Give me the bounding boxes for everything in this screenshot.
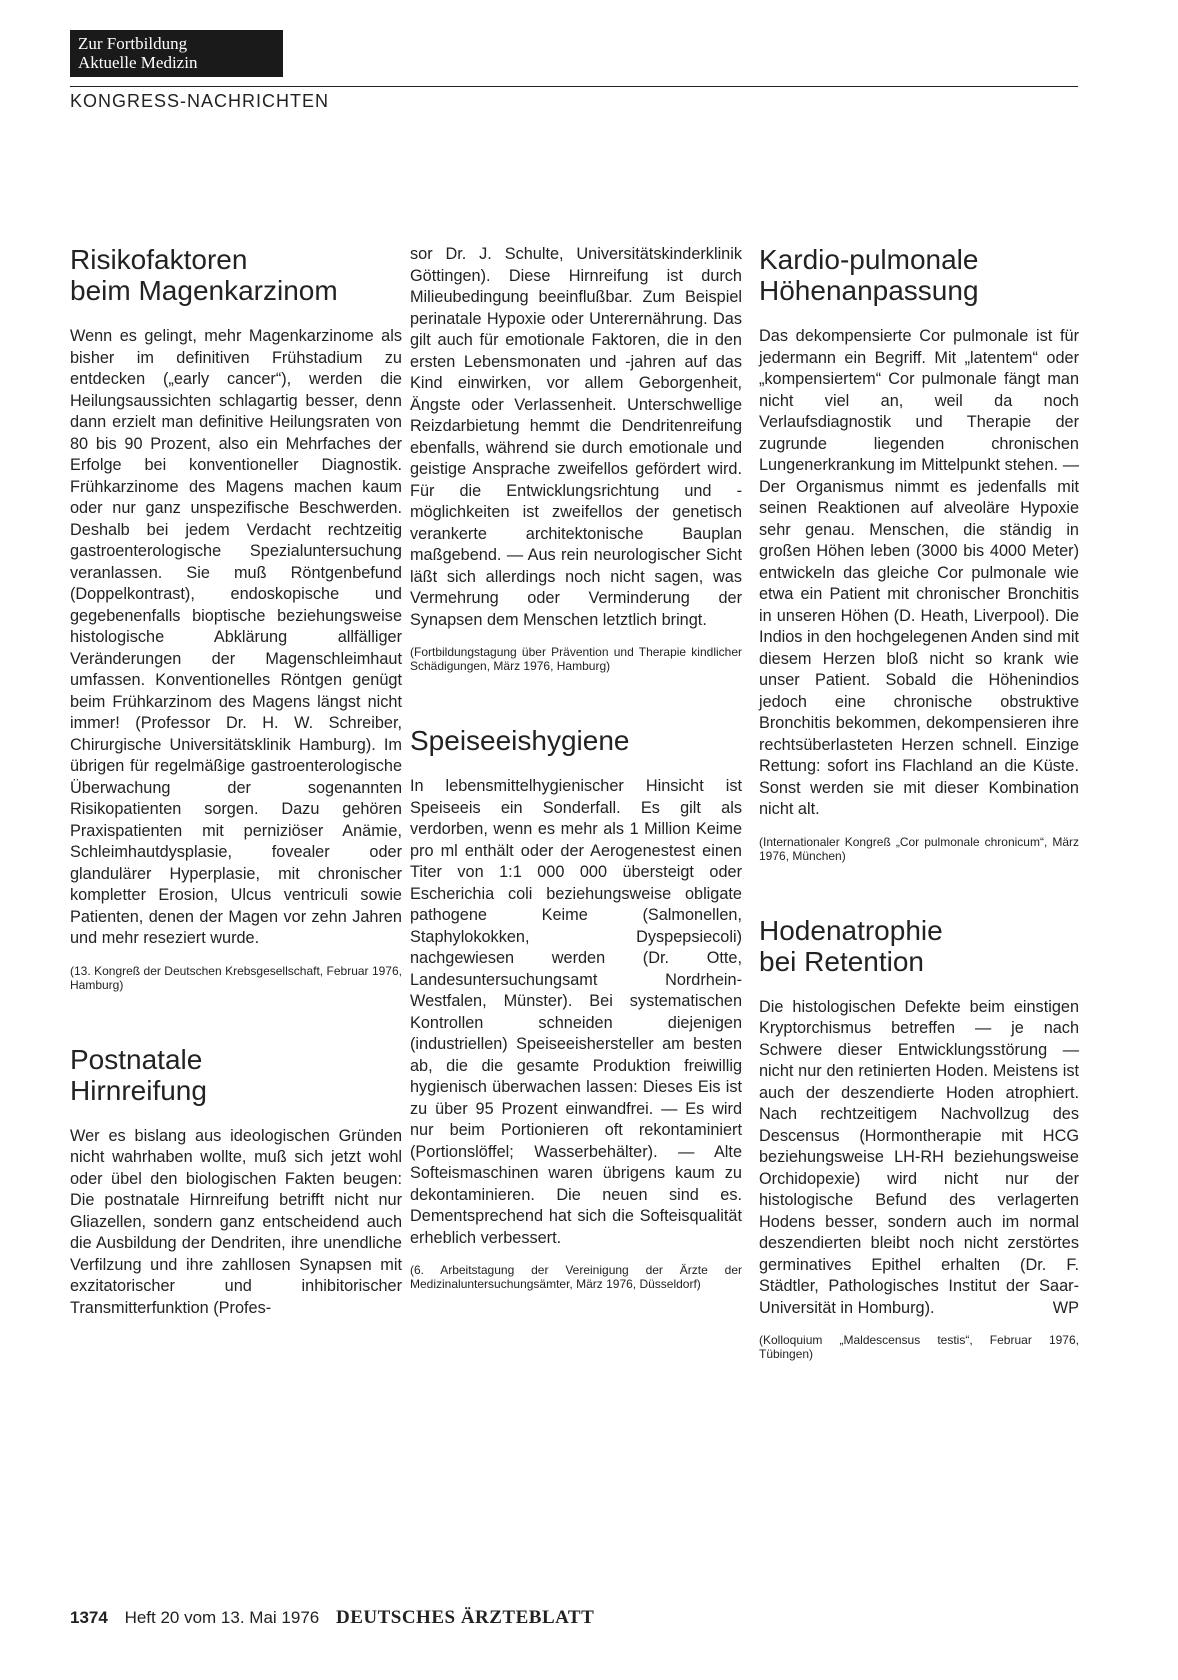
article-title bbox=[70, 244, 402, 306]
article-citation: (6. Arbeitstagung der Vereinigung der Ärzte der Medizinaluntersuchungsämter, März 1976, Düsseldorf) bbox=[410, 1263, 742, 1291]
page-footer bbox=[70, 1607, 594, 1629]
article-body-text: Die histologischen Defekte beim einstigen Kryptorchismus betreffen — je nach Schwere dieser Entwicklungsstörung — nicht nur den retinierten Hoden. Meistens ist auch der deszendierte Hoden atrophiert. Nach rechtzeitigem Nachvollzug des Descensus (Hormontherapie mit HCG beziehungsweise LH-RH beziehungsweise Orchidopexie) wird nicht nur der histologische Befund des verlagerten Hodens besser, sondern auch im normal deszendierten bleibt noch nicht zerstörtes germinatives Epithel erhalten (Dr. F. Städtler, Pathologisches Institut der Saar-Universität in Homburg). bbox=[759, 997, 1079, 1317]
article-title bbox=[759, 244, 1079, 306]
article-hodenatrophie bbox=[759, 915, 1079, 1362]
article-body: In lebensmittelhygienischer Hinsicht ist Speiseeis ein Sonderfall. Es gilt als verdorben, wenn es mehr als 1 Million Keime pro ml enthält oder der Aerogenestest einen Titer von 1:1 000 000 übersteigt oder Escherichia coli beziehungsweise obligate pathogene Keime (Salmonellen, Staphylokokken, Dyspepsiecoli) nachgewiesen werden (Dr. Otte, Landesuntersuchungsamt Nordrhein-Westfalen, Münster). Bei systematischen Kontrollen schneiden diejenigen (industriellen) Speiseeishersteller am besten ab, die die gesamte Produktion freiwillig hygienisch überwachen lassen: Dieses Eis ist zu über 95 Prozent einwandfrei. — Es wird nur beim Portionieren oft rekontaminiert (Portionslöffel; Wasserbehälter). — Alte Softeismaschinen waren übrigens kaum zu dekontaminieren. Die neuen sind es. Dementsprechend hat sich die Softeisqualität erheblich verbessert. bbox=[410, 777, 742, 1247]
article-title: Speiseeishygiene bbox=[410, 725, 630, 756]
column-1 bbox=[70, 244, 402, 1319]
article-title bbox=[70, 1044, 402, 1106]
rubric-box bbox=[70, 30, 283, 77]
article-citation: (Internationaler Kongreß „Cor pulmonale chronicum“, März 1976, München) bbox=[759, 834, 1079, 863]
article-body: Wenn es gelingt, mehr Magenkarzinome als bisher im definitiven Frühstadium zu entdecken („early cancer“), werden die Heilungsaussichten schlagartig besser, denn dann erzielt man definitive Heilungsraten von 80 bis 90 Prozent, also ein Mehrfaches der Erfolge bei konventioneller Diagnostik. Frühkarzinome des Magens machen kaum oder nur ganz unspezifische Beschwerden. Deshalb bei jedem Verdacht rechtzeitig gastroenterologische Spezialuntersuchung veranlassen. Sie muß Röntgenbefund (Doppelkontrast), endoskopische und gegebenenfalls bioptische beziehungsweise histologische Abklärung allfälliger Veränderungen der Magenschleimhaut umfassen. Konventionelles Röntgen genügt beim Frühkarzinom des Magens längst nicht immer! (Professor Dr. H. W. Schreiber, Chirurgische Universitätsklinik Hamburg). Im übrigen für regelmäßige gastroenterologische Überwachung der sogenannten Risikopatienten sorgen. Dazu gehören Praxispatienten mit perniziöser Anämie, Schleimhautdysplasie, fovealer oder glandulärer Hyperplasie, mit chronischer kompletter Erosion, Ulcus ventriculi sowie Patienten, denen der Magen vor zehn Jahren und mehr reseziert wurde. bbox=[70, 327, 402, 947]
article-citation: (Fortbildungstagung über Prävention und Therapie kindlicher Schädigungen, März 1976, Hamburg) bbox=[410, 645, 742, 673]
column-3 bbox=[759, 244, 1079, 1361]
title-line-2: bei Retention bbox=[759, 945, 925, 977]
rubric-line-1: Zur Fortbildung bbox=[78, 34, 188, 53]
title-line-1: Hodenatrophie bbox=[759, 914, 943, 946]
article-citation: (Kolloquium „Maldescensus testis“, Februar 1976, Tübingen) bbox=[759, 1333, 1079, 1361]
article-body-part-1: Wer es bislang aus ideologischen Gründen nicht wahrhaben wollte, muß sich jetzt wohl oder übel den biologischen Fakten beugen: Die postnatale Hirnreifung betrifft nicht nur Gliazellen, sondern ganz entscheidend auch die Ausbildung der Dendriten, ihre unendliche Verfilzung und ihre zahllosen Synapsen mit exzitatorischer und inhibitorischer Transmitterfunktion (Profes- bbox=[70, 1126, 402, 1317]
title-line-1: Risikofaktoren bbox=[70, 244, 248, 275]
article-citation: (13. Kongreß der Deutschen Krebsgesellschaft, Februar 1976, Hamburg) bbox=[70, 963, 402, 992]
article-body-part-2: sor Dr. J. Schulte, Universitätskinderklinik Göttingen). Diese Hirnreifung ist durch Milieubedingung beeinflußbar. Zum Beispiel perinatale Hypoxie oder Unterernährung. Das gilt auch für emotionale Faktoren, die in den ersten Lebensmonaten und -jahren auf das Kind einwirken, vor allem Geborgenheit, Ängste oder Verlassenheit. Unterschwellige Reizdarbietung hemmt die Dendritenreifung ebenfalls, während sie durch emotionale und geistige Ansprache zweifellos gefördert wird. Für die Entwicklungsrichtung und -möglichkeiten ist zweifellos der genetisch verankerte architektonische Bauplan maßgebend. — Aus rein neurologischer Sicht läßt sich allerdings noch nicht sagen, was Vermehrung oder Verminderung der Synapsen dem Menschen letztlich bringt. bbox=[410, 245, 742, 629]
issue-info: Heft 20 vom 13. Mai 1976 bbox=[124, 1608, 320, 1627]
page-number: 1374 bbox=[70, 1608, 108, 1627]
title-line-2: Hirnreifung bbox=[70, 1074, 207, 1106]
author-signature: WP bbox=[1052, 1298, 1079, 1317]
article-hirnreifung-continued bbox=[410, 244, 742, 673]
journal-name: DEUTSCHES ÄRZTEBLATT bbox=[335, 1607, 595, 1628]
article-risikofaktoren bbox=[70, 244, 402, 992]
column-2 bbox=[410, 244, 742, 1291]
title-line-1: Postnatale bbox=[70, 1043, 203, 1075]
article-body bbox=[759, 997, 1079, 1320]
header-rule bbox=[70, 86, 1078, 87]
article-speiseeishygiene bbox=[410, 725, 742, 1291]
article-hirnreifung bbox=[70, 1044, 402, 1320]
article-hoehenanpassung bbox=[759, 244, 1079, 863]
rubric-line-2: Aktuelle Medizin bbox=[78, 53, 198, 72]
title-line-2: beim Magenkarzinom bbox=[70, 275, 338, 306]
article-body: Das dekompensierte Cor pulmonale ist für jedermann ein Begriff. Mit „latentem“ oder „kompensiertem“ Cor pulmonale fängt man nicht viel an, weil da noch Verlaufsdiagnostik und Therapie der zugrunde liegenden chronischen Lungenerkrankung im Mittelpunkt stehen. — Der Organismus nimmt es jedenfalls mit seinen Reaktionen auf alveoläre Hypoxie sehr genau. Menschen, die ständig in großen Höhen leben (3000 bis 4000 Meter) entwickeln das gleiche Cor pulmonale wie etwa ein Patient mit chronischer Bronchitis in unseren Höhen (D. Heath, Liverpool). Die Indios in den hochgelegenen Anden sind mit diesem Herzen bloß nicht so krank wie unser Patient. Sobald die Höhenindios jedoch eine chronische obstruktive Bronchitis bekommen, dekompensieren ihre rechtsüberlasteten Herzen schnell. Einzige Rettung: sofort ins Flachland an die Küste. Sonst werden sie mit dieser Kombination nicht alt. bbox=[759, 327, 1079, 818]
title-line-2: Höhenanpassung bbox=[759, 275, 979, 306]
title-line-1: Kardio-pulmonale bbox=[759, 244, 979, 275]
article-title bbox=[759, 915, 1079, 977]
section-label: KONGRESS-NACHRICHTEN bbox=[70, 91, 330, 111]
